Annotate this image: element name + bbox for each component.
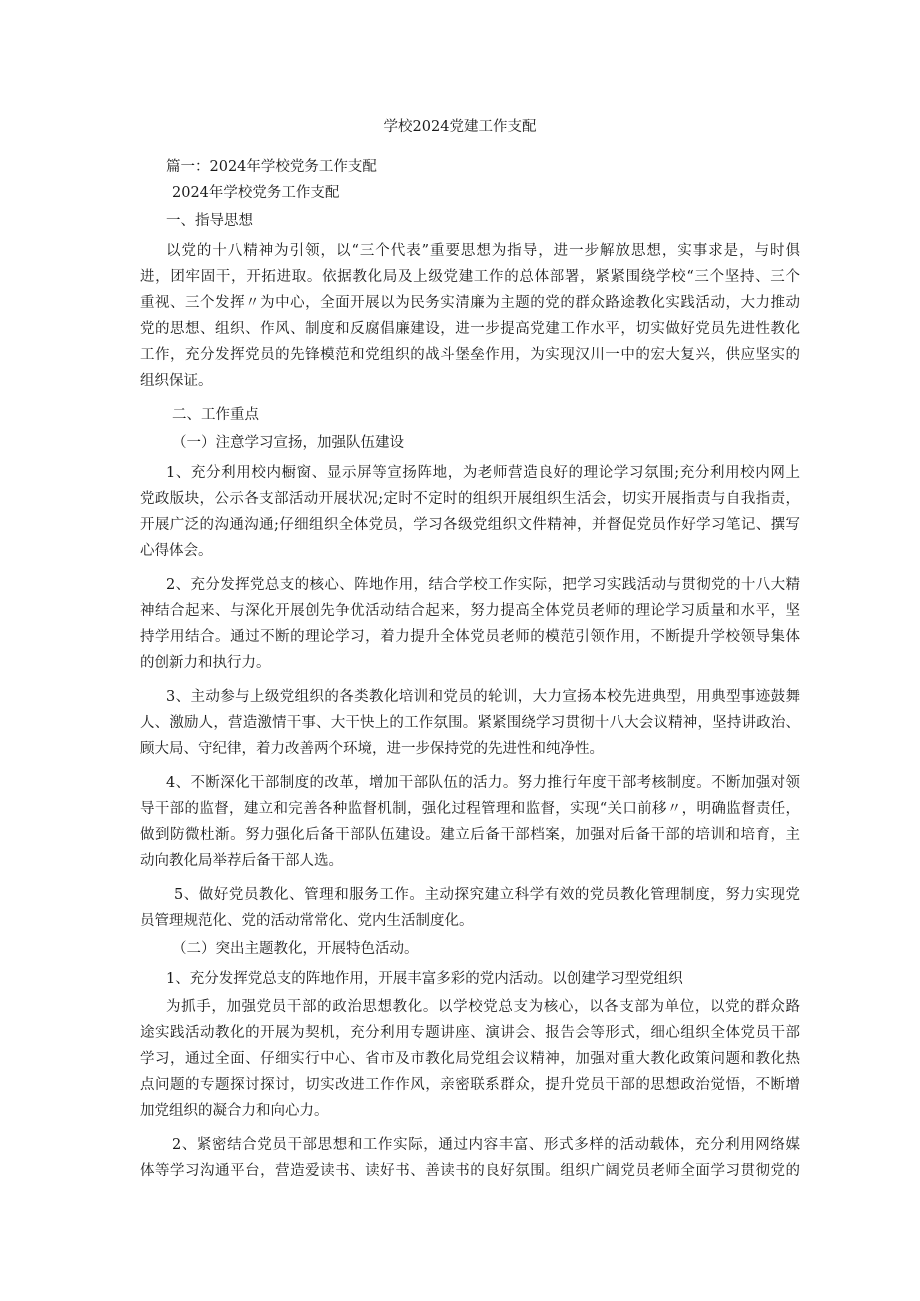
paragraph-line: 重视、三个发挥〃为中心，全面开展以为民务实清廉为主题的党的群众路途教化实践活动，大力推动 <box>140 295 800 311</box>
section-title-guiding: 一、指导思想 <box>166 213 253 229</box>
paragraph-line: 员管理规范化、党的活动常常化、党内生活制度化。 <box>140 913 474 929</box>
paragraph-line: 党政版块，公示各支部活动开展状况;定时不定时的组织开展组织生活会，切实开展指责与自我指责， <box>140 491 800 507</box>
paragraph-line: 2、紧密结合党员干部思想和工作实际，通过内容丰富、形式多样的活动载体，充分利用网络媒 <box>172 1137 800 1153</box>
paragraph-line: 导干部的监督，建立和完善各种监督机制，强化过程管理和监督，实现“关口前移〃，明确监督责任， <box>140 801 800 817</box>
paragraph-line: 1、充分发挥党总支的阵地作用，开展丰富多彩的党内活动。以创建学习型党组织 <box>166 971 683 987</box>
paragraph-line: 2、充分发挥党总支的核心、阵地作用，结合学校工作实际，把学习实践活动与贯彻党的十八大精 <box>166 577 800 593</box>
subsection-title: （一）注意学习宣扬，加强队伍建设 <box>172 435 404 451</box>
paragraph-line: 开展广泛的沟通沟通;仔细组织全体党员，学习各级党组织文件精神，并督促党员作好学习笔记、撰写 <box>140 517 800 533</box>
paragraph-line: 加党组织的凝合力和向心力。 <box>140 1103 329 1119</box>
paragraph-line: 党的思想、组织、作风、制度和反腐倡廉建设，进一步提高党建工作水平，切实做好党员先进性教化 <box>140 321 800 337</box>
paragraph-line: 进，团牢固干，开拓进取。依据教化局及上级党建工作的总体部署，紧紧围绕学校“三个坚持、三个 <box>140 269 800 285</box>
paragraph-line: 动向教化局举荐后备干部人选。 <box>140 853 343 869</box>
paragraph-line: 的创新力和执行力。 <box>140 655 271 671</box>
paragraph-line: 体等学习沟通平台，营造爱读书、读好书、善读书的良好氛围。组织广阔党员老师全面学习贯彻党的 <box>140 1163 800 1179</box>
paragraph-line: 心得体会。 <box>140 543 213 559</box>
paragraph-line: 5、做好党员教化、管理和服务工作。主动探究建立科学有效的党员教化管理制度，努力实现党 <box>174 887 800 903</box>
heading-subtitle: 2024年学校党务工作支配 <box>172 185 340 201</box>
paragraph-line: 1、充分利用校内橱窗、显示屏等宣扬阵地，为老师营造良好的理论学习氛围;充分利用校内网上 <box>166 465 800 481</box>
section-title-focus: 二、工作重点 <box>172 407 259 423</box>
paragraph-line: 持学用结合。通过不断的理论学习，着力提升全体党员老师的模范引领作用，不断提升学校领导集体 <box>140 629 800 645</box>
paragraph-line: 组织保证。 <box>140 373 213 389</box>
paragraph-line: 为抓手，加强党员干部的政治思想教化。以学校党总支为核心，以各支部为单位，以党的群众路 <box>166 999 800 1015</box>
heading-chapter: 篇一：2024年学校党务工作支配 <box>166 159 377 175</box>
subsection-title: （二）突出主题教化，开展特色活动。 <box>172 941 419 957</box>
paragraph-line: 以党的十八精神为引领，以“三个代表”重要思想为指导，进一步解放思想，实事求是，与时俱 <box>166 243 800 259</box>
paragraph-line: 神结合起来、与深化开展创先争优活动结合起来，努力提高全体党员老师的理论学习质量和水平，坚 <box>140 603 800 619</box>
paragraph-line: 做到防微杜渐。努力强化后备干部队伍建设。建立后备干部档案，加强对后备干部的培训和培育，主 <box>140 827 800 843</box>
paragraph-line: 3、主动参与上级党组织的各类教化培训和党员的轮训，大力宣扬本校先进典型，用典型事迹鼓舞 <box>166 689 800 705</box>
paragraph-line: 途实践活动教化的开展为契机，充分利用专题讲座、演讲会、报告会等形式，细心组织全体党员干部 <box>140 1025 800 1041</box>
paragraph-line: 顾大局、守纪律，着力改善两个环境，进一步保持党的先进性和纯净性。 <box>140 741 604 757</box>
paragraph-line: 人、激励人，营造激情干事、大干快上的工作氛围。紧紧围绕学习贯彻十八大会议精神，坚持讲政治、 <box>140 715 800 731</box>
document-title: 学校2024党建工作支配 <box>383 119 537 135</box>
paragraph-line: 点问题的专题探讨探讨，切实改进工作作风，亲密联系群众，提升党员干部的思想政治觉悟，不断增 <box>140 1077 800 1093</box>
paragraph-line: 工作，充分发挥党员的先锋模范和党组织的战斗堡垒作用，为实现汉川一中的宏大复兴，供应坚实的 <box>140 347 800 363</box>
paragraph-line: 学习，通过全面、仔细实行中心、省市及市教化局党组会议精神，加强对重大教化政策问题和教化热 <box>140 1051 800 1067</box>
paragraph-line: 4、不断深化干部制度的改革，增加干部队伍的活力。努力推行年度干部考核制度。不断加强对领 <box>166 775 800 791</box>
